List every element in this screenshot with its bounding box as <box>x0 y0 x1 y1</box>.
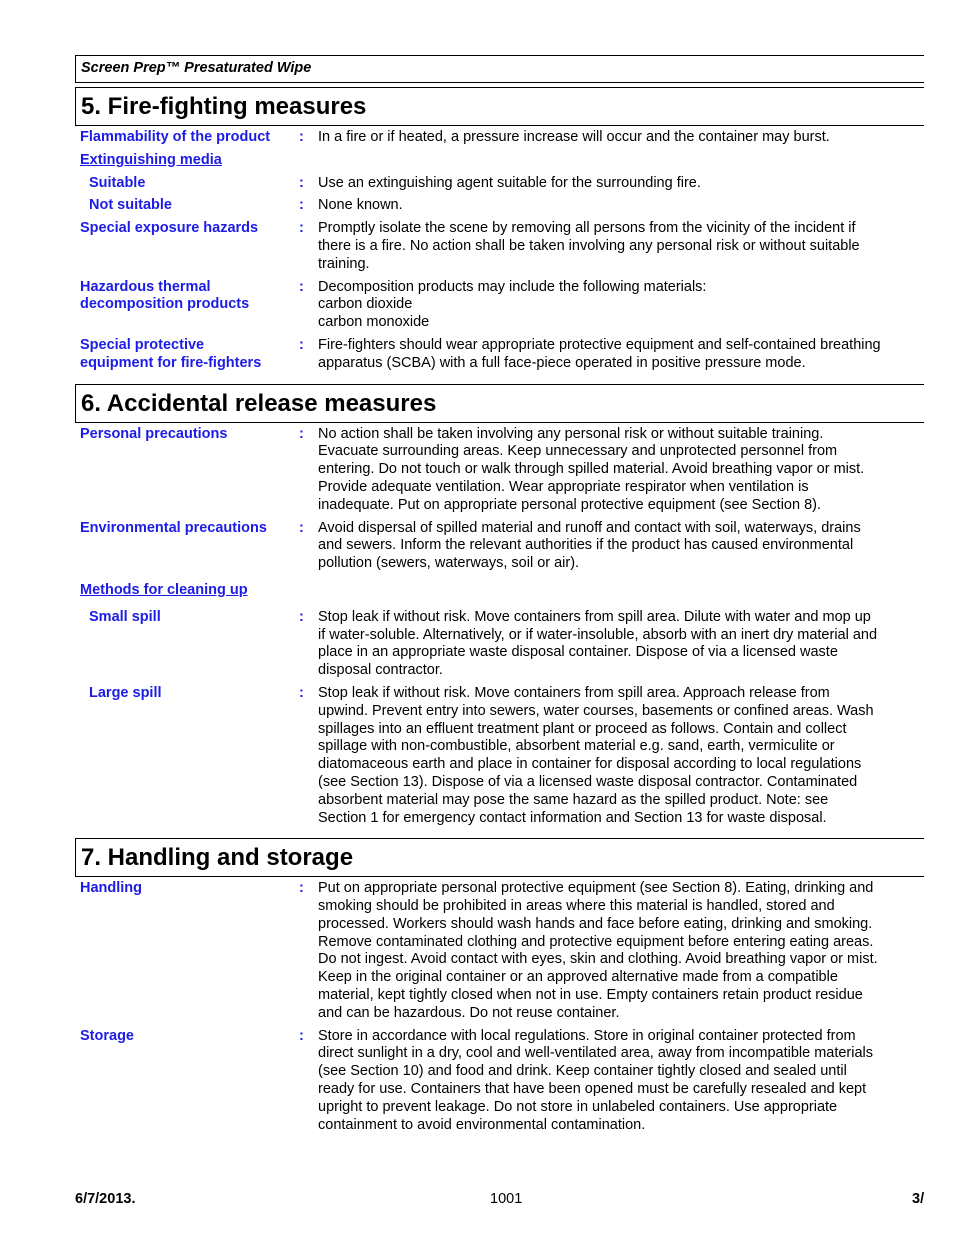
value-line: Remove contaminated clothing and protective equipment before entering eating areas. <box>318 933 874 950</box>
field-label-line: Hazardous thermal <box>80 278 211 295</box>
value-line: carbon dioxide <box>318 296 413 313</box>
field-special-exposure <box>75 220 924 273</box>
field-value <box>318 520 924 573</box>
field-value <box>318 220 924 273</box>
value-line: absorbent material may pose the same hazard as the spilled product. Note: see <box>318 791 829 808</box>
field-handling <box>75 880 924 1022</box>
value-line: if water-soluble. Alternatively, or if water-insoluble, absorb with an inert dry material and <box>318 626 878 643</box>
page-footer <box>75 1191 924 1209</box>
value-line: Promptly isolate the scene by removing all persons from the vicinity of the incident if <box>318 220 856 237</box>
value-line: material, kept tightly closed when not in use. Empty containers retain product residue <box>318 987 863 1004</box>
value-line: Stop leak if without risk. Move containers from spill area. Dilute with water and mop up <box>318 608 871 625</box>
value-line: place in an appropriate waste disposal container. Dispose of via a licensed waste <box>318 644 838 661</box>
value-line: disposal contractor. <box>318 662 443 679</box>
value-line: No action shall be taken involving any personal risk or without suitable training. <box>318 425 824 442</box>
field-methods-cleaning <box>75 582 924 600</box>
value-line: spillages into an effluent treatment plant or proceed as follows. Contain and collect <box>318 720 847 737</box>
value-line: spillage with non-combustible, absorbent material e.g. sand, earth, vermiculite or <box>318 738 835 755</box>
field-label: Storage <box>80 1027 134 1044</box>
value-line: smoking should be prohibited in areas where this material is handled, stored and <box>318 898 835 915</box>
field-label: Special exposure hazards <box>80 220 259 237</box>
field-label: Not suitable <box>89 197 172 214</box>
field-colon: : <box>299 608 304 625</box>
value-line: inadequate. Put on appropriate personal protective equipment (see Section 8). <box>318 496 821 513</box>
field-flammability <box>75 129 924 147</box>
field-value <box>318 129 924 147</box>
value-line: (see Section 10) and food and drink. Keep container tightly closed and sealed until <box>318 1063 847 1080</box>
field-label: Large spill <box>89 684 162 701</box>
value-line: pollution (sewers, waterways, soil or air). <box>318 555 580 572</box>
field-value <box>318 175 924 193</box>
footer-page-number: 3/ <box>912 1191 924 1207</box>
value-line: and can be hazardous. Do not reuse container. <box>318 1004 620 1021</box>
field-large-spill <box>75 685 924 827</box>
section-body-handling-storage <box>75 877 924 1145</box>
value-line: there is a fire. No action shall be taken involving any personal risk or without suitable <box>318 237 860 254</box>
section-title-fire-fighting: 5. Fire-fighting measures <box>75 87 924 126</box>
field-personal-precautions <box>75 426 924 515</box>
field-extinguishing-media <box>75 152 924 170</box>
value-line: None known. <box>318 197 403 214</box>
field-value <box>318 1028 924 1135</box>
field-value <box>318 279 924 332</box>
field-colon: : <box>299 684 304 701</box>
field-value <box>318 609 924 680</box>
value-line: Avoid dispersal of spilled material and runoff and contact with soil, waterways, drains <box>318 519 861 536</box>
value-line: Provide adequate ventilation. Wear appropriate respirator when ventilation is <box>318 478 809 495</box>
field-suitable <box>75 175 924 193</box>
field-label: Personal precautions <box>80 425 228 442</box>
field-value <box>318 426 924 515</box>
value-line: training. <box>318 255 370 272</box>
field-label <box>75 279 299 332</box>
field-not-suitable <box>75 197 924 215</box>
field-colon: : <box>299 880 304 897</box>
field-colon: : <box>299 278 304 295</box>
field-colon: : <box>299 174 304 191</box>
value-line: Keep in the original container or an approved alternative made from a compatible <box>318 969 838 986</box>
value-line: direct sunlight in a dry, cool and well-ventilated area, away from incompatible materials <box>318 1045 874 1062</box>
field-label-line: Special protective <box>80 336 205 353</box>
field-label: Flammability of the product <box>80 129 271 145</box>
field-label: Small spill <box>89 608 161 625</box>
field-protective-equipment <box>75 337 924 373</box>
footer-date: 6/7/2013. <box>75 1191 136 1207</box>
field-value <box>318 685 924 827</box>
value-line: apparatus (SCBA) with a full face-piece operated in positive pressure mode. <box>318 354 806 371</box>
field-value <box>318 337 924 373</box>
value-line: Evacuate surrounding areas. Keep unnecessary and unprotected personnel from <box>318 443 838 460</box>
field-label <box>75 337 299 373</box>
field-colon: : <box>299 425 304 442</box>
value-line: Do not ingest. Avoid contact with eyes, skin and clothing. Avoid breathing vapor or mist. <box>318 951 878 968</box>
value-line: Fire-fighters should wear appropriate protective equipment and self-contained breathing <box>318 336 881 353</box>
field-colon: : <box>299 129 304 145</box>
value-line: upwind. Prevent entry into sewers, water courses, basements or confined areas. Wash <box>318 702 874 719</box>
value-line: processed. Workers should wash hands and face before eating, drinking and smoking. <box>318 915 873 932</box>
field-label-line: decomposition products <box>80 296 250 313</box>
field-label: Suitable <box>89 174 146 191</box>
value-line: containment to avoid environmental contamination. <box>318 1116 646 1133</box>
field-environmental-precautions <box>75 520 924 573</box>
value-line: Stop leak if without risk. Move containers from spill area. Approach release from <box>318 684 830 701</box>
value-line: In a fire or if heated, a pressure increase will occur and the container may burst. <box>318 129 830 145</box>
field-storage <box>75 1028 924 1135</box>
value-line: entering. Do not touch or walk through spilled material. Avoid breathing vapor or mist. <box>318 461 865 478</box>
field-value <box>318 197 924 215</box>
field-colon: : <box>299 197 304 214</box>
field-value <box>318 880 924 1022</box>
subheading-extinguishing-media[interactable]: Extinguishing media <box>80 151 222 168</box>
value-line: ready for use. Containers that have been opened must be carefully resealed and kept <box>318 1081 867 1098</box>
field-small-spill <box>75 609 924 680</box>
field-label: Environmental precautions <box>80 519 267 536</box>
value-line: Store in accordance with local regulations. Store in original container protected from <box>318 1027 856 1044</box>
value-line: carbon monoxide <box>318 314 430 331</box>
value-line: Section 1 for emergency contact information and Section 13 for waste disposal. <box>318 809 827 826</box>
value-line: Decomposition products may include the following materials: <box>318 278 707 295</box>
value-line: diatomaceous earth and place in container for disposal according to local regulations <box>318 756 862 773</box>
section-body-fire-fighting <box>75 126 924 384</box>
field-colon: : <box>299 1027 304 1044</box>
document-header: Screen Prep™ Presaturated Wipe <box>75 55 924 83</box>
section-body-accidental-release <box>75 423 924 839</box>
section-title-handling-storage: 7. Handling and storage <box>75 838 924 877</box>
document-page <box>75 55 924 1145</box>
section-title-accidental-release: 6. Accidental release measures <box>75 384 924 423</box>
field-label: Handling <box>80 880 143 897</box>
field-colon: : <box>299 336 304 353</box>
subheading-methods-cleaning[interactable]: Methods for cleaning up <box>80 581 248 598</box>
value-line: and sewers. Inform the relevant authorities if the product has caused environmental <box>318 537 854 554</box>
value-line: Put on appropriate personal protective equipment (see Section 8). Eating, drinking and <box>318 880 874 897</box>
field-thermal-decomposition <box>75 279 924 332</box>
value-line: upright to prevent leakage. Do not store in unlabeled containers. Use appropriate <box>318 1098 838 1115</box>
field-label-line: equipment for fire-fighters <box>80 354 262 371</box>
field-colon: : <box>299 220 304 237</box>
value-line: Use an extinguishing agent suitable for the surrounding fire. <box>318 174 701 191</box>
value-line: (see Section 13). Dispose of via a licensed waste disposal contractor. Contaminated <box>318 773 858 790</box>
footer-code: 1001 <box>490 1191 523 1207</box>
field-colon: : <box>299 519 304 536</box>
